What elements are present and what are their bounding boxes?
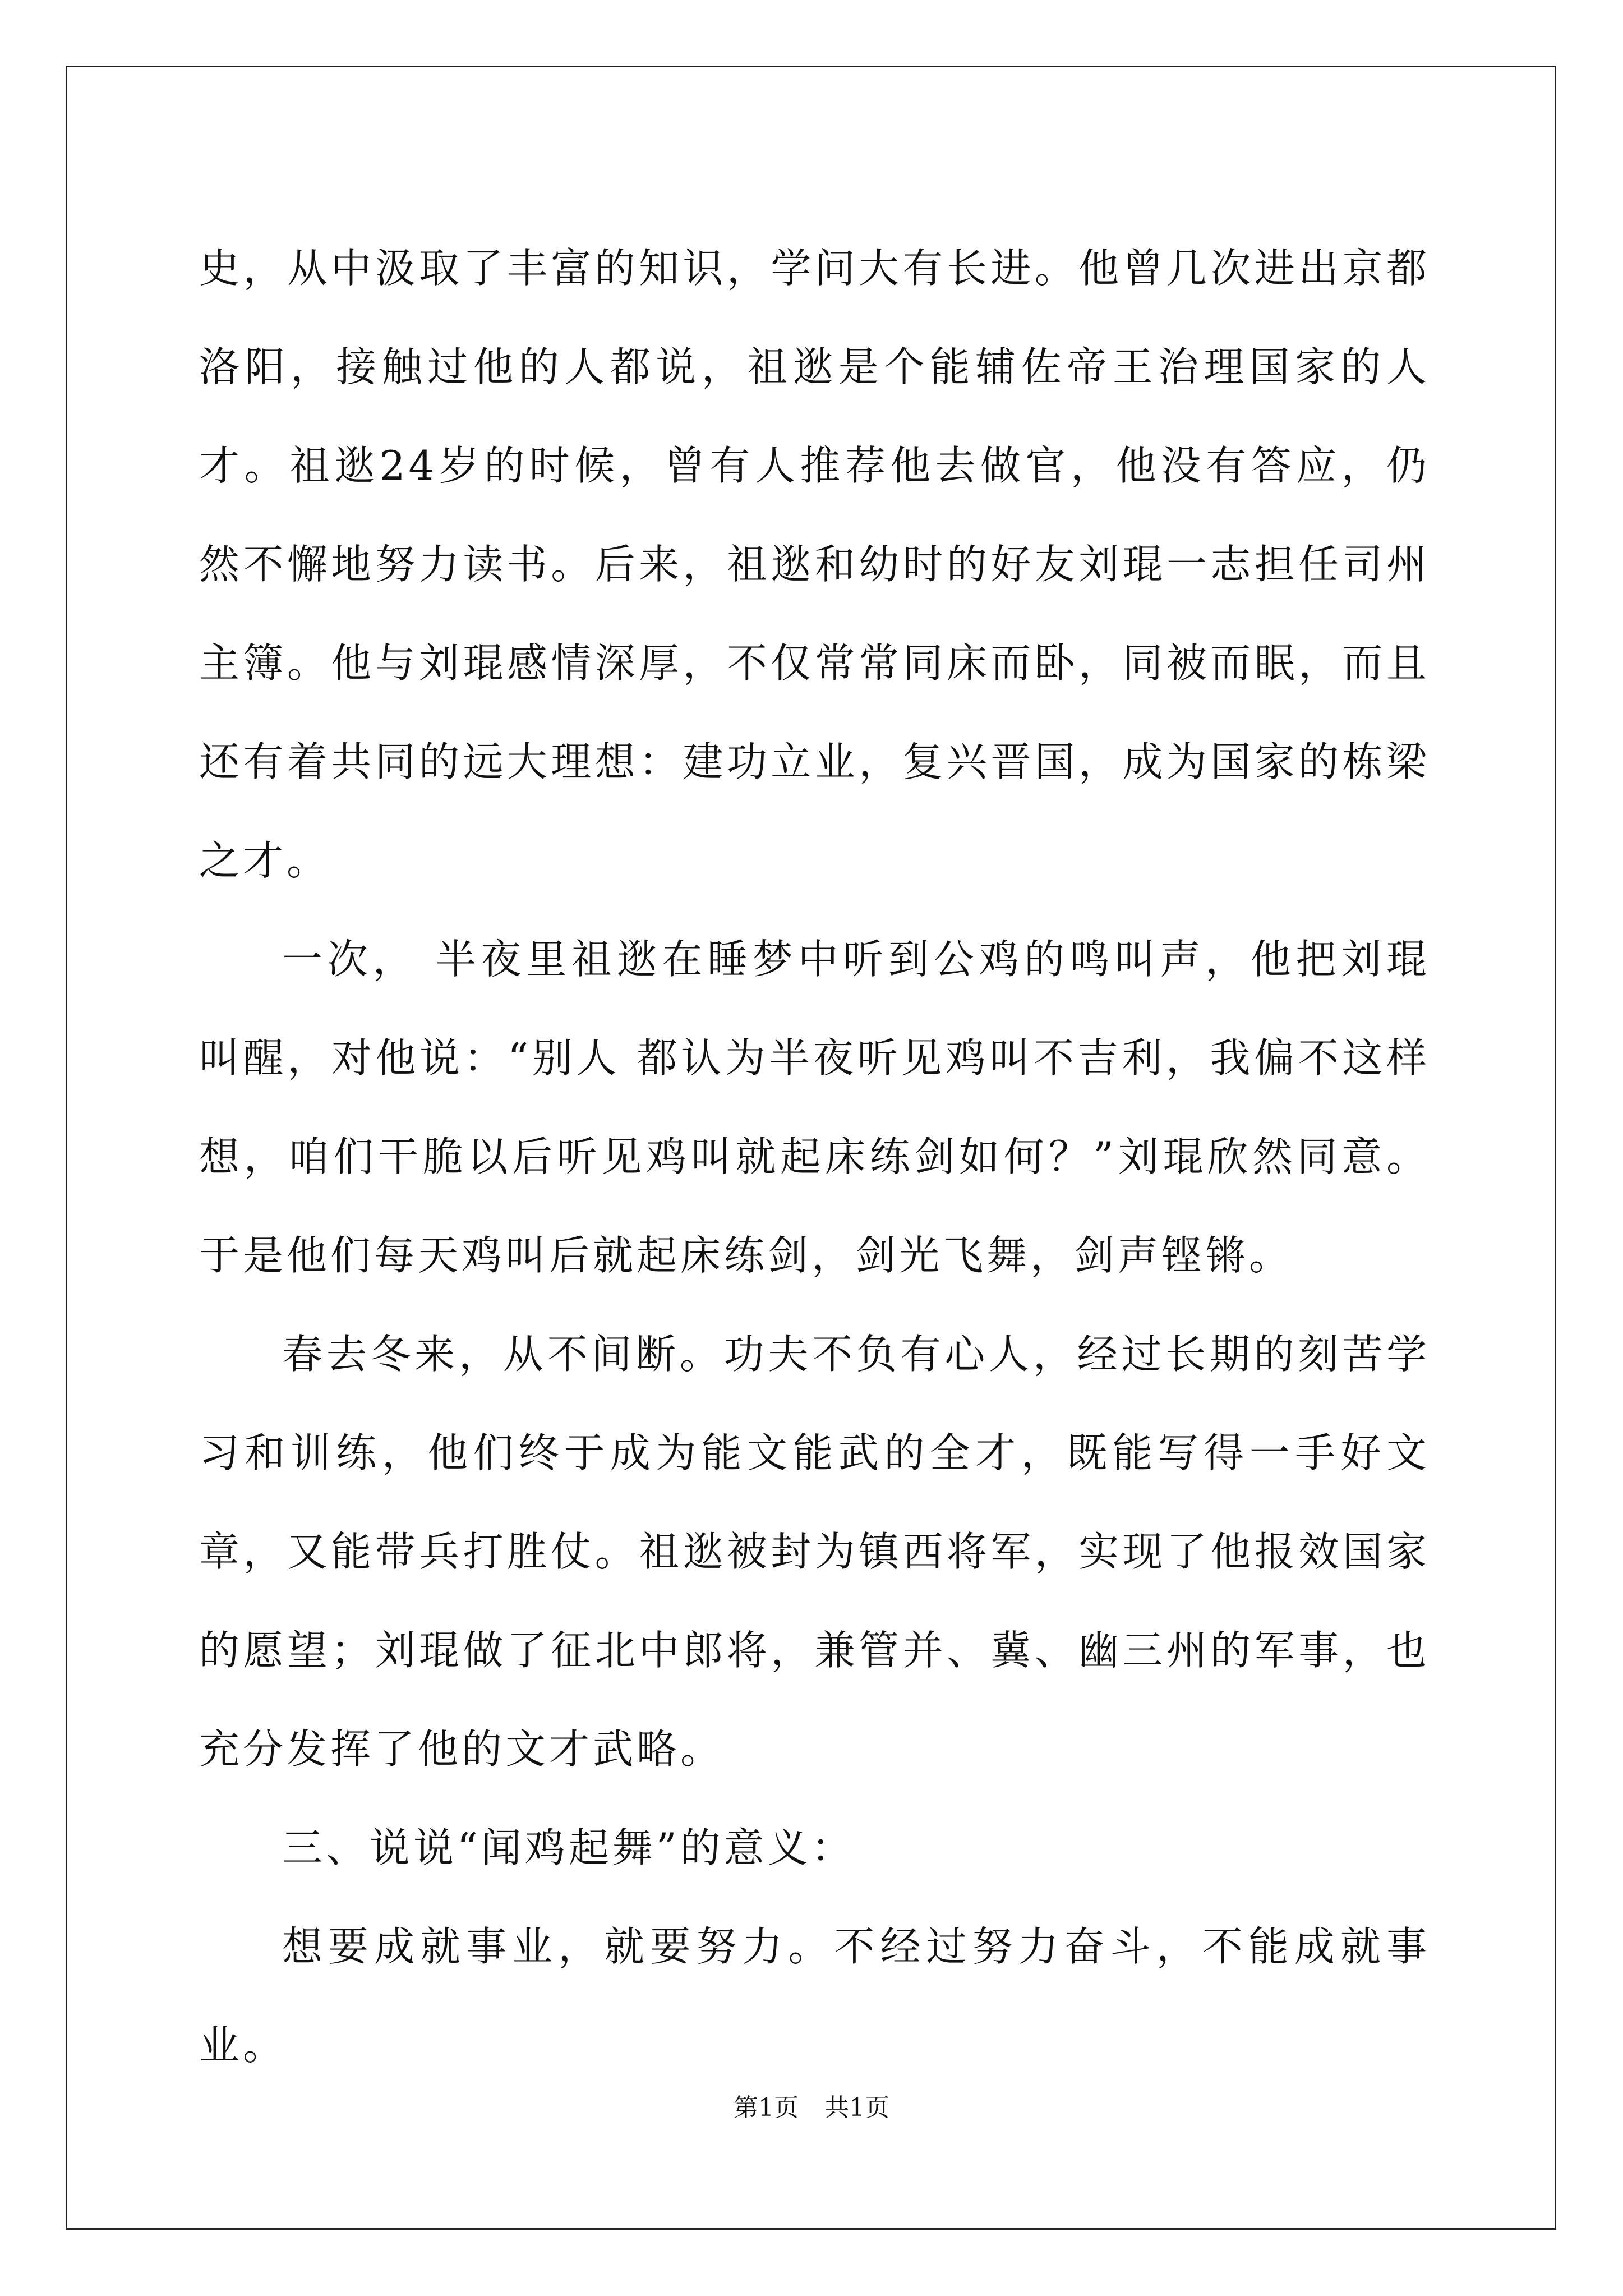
document-body	[199, 219, 1430, 2095]
paragraph-training-success: 春去冬来，从不间断。功夫不负有心人，经过长期的刻苦学习和训练，他们终于成为能文能武的全才，既能写得一手好文章，又能带兵打胜仗。祖逖被封为镇西将军，实现了他报效国家的愿望；刘琨做了征北中郎将，兼管并、冀、幽三州的军事，也充分发挥了他的文才武略。	[199, 1331, 1430, 1773]
paragraph-meaning: 想要成就事业，就要努力。不经过努力奋斗，不能成就事业。	[199, 1923, 1430, 2069]
page-number-current: 第1页	[734, 2093, 799, 2122]
paragraph-continued-history: 史，从中汲取了丰富的知识，学问大有长进。他曾几次进出京都洛阳，接触过他的人都说，祖逖是个能辅佐帝王治理国家的人才。祖逖24岁的时候，曾有人推荐他去做官，他没有答应，仍然不懈地努力读书。后来，祖逖和幼时的好友刘琨一志担任司州主簿。他与刘琨感情深厚，不仅常常同床而卧，同被而眠，而且还有着共同的远大理想：建功立业，复兴晋国，成为国家的栋梁之才。	[199, 245, 1430, 884]
paragraph-rooster-midnight: 一次， 半夜里祖逖在睡梦中听到公鸡的鸣叫声，他把刘琨叫醒，对他说：“别人 都认为半夜听见鸡叫不吉利，我偏不这样想，咱们干脆以后听见鸡叫就起床练剑如何？”刘琨欣然同意。于是他们每天鸡叫后就起床练剑，剑光飞舞，剑声铿锵。	[199, 936, 1430, 1279]
section-heading-meaning: 三、说说“闻鸡起舞”的意义：	[282, 1824, 855, 1871]
page-number-total: 共1页	[824, 2093, 889, 2122]
page-footer	[0, 2091, 1623, 2125]
